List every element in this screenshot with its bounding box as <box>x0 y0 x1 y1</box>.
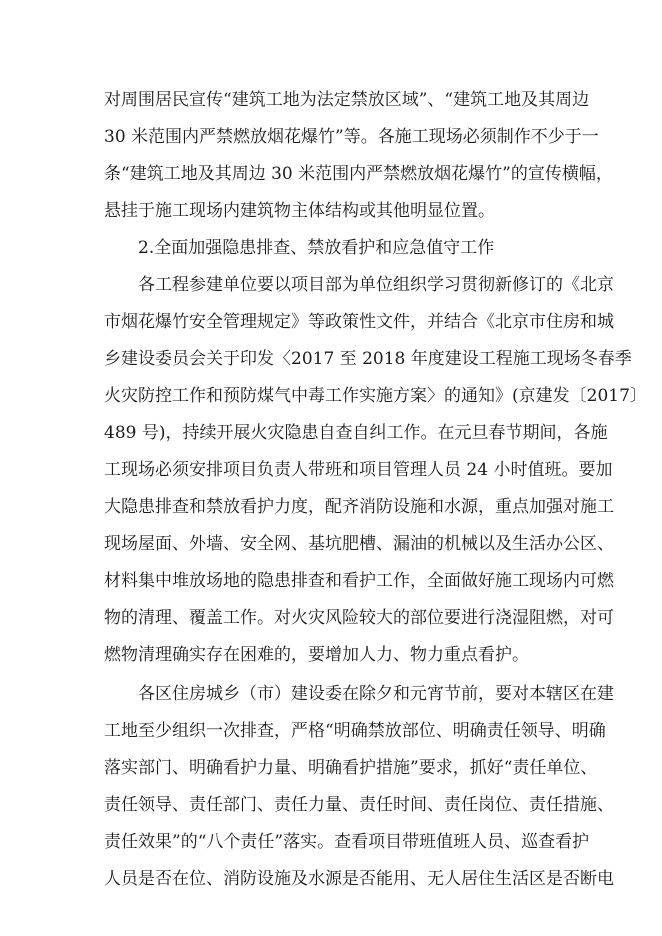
text-line: 489 号)，持续开展火灾隐患自查自纠工作。在元旦春节期间，各施 <box>104 423 608 443</box>
text-line: 大隐患排查和禁放看护力度，配齐消防设施和水源，重点加强对施工 <box>104 497 614 517</box>
text-line: 材料集中堆放场地的隐患排查和看护工作，全面做好施工现场内可燃 <box>104 571 614 591</box>
text-line: 各工程参建单位要以项目部为单位组织学习贯彻新修订的《北京 <box>138 275 614 295</box>
text-line: 乡建设委员会关于印发〈2017 至 2018 年度建设工程施工现场冬春季 <box>104 349 632 369</box>
text-line: 燃物清理确实存在困难的，要增加人力、物力重点看护。 <box>104 645 529 665</box>
text-line: 市烟花爆竹安全管理规定》等政策性文件，并结合《北京市住房和城 <box>104 312 614 332</box>
text-line: 责任领导、责任部门、责任力量、责任时间、责任岗位、责任措施、 <box>104 795 614 815</box>
text-line: 落实部门、明确看护力量、明确看护措施”要求，抓好“责任单位、 <box>104 758 598 778</box>
section-heading: 2.全面加强隐患排查、禁放看护和应急值守工作 <box>138 238 495 258</box>
text-line: 物的清理、覆盖工作。对火灾风险较大的部位要进行浇湿阻燃，对可 <box>104 608 614 628</box>
text-line: 悬挂于施工现场内建筑物主体结构或其他明显位置。 <box>104 201 495 221</box>
text-line: 各区住房城乡（市）建设委在除夕和元宵节前，要对本辖区在建 <box>138 684 614 704</box>
text-line: 30 米范围内严禁燃放烟花爆竹”等。各施工现场必须制作不少于一 <box>104 127 599 147</box>
text-line: 对周围居民宣传“建筑工地为法定禁放区域”、“建筑工地及其周边 <box>104 90 590 110</box>
text-line: 工现场必须安排项目负责人带班和项目管理人员 24 小时值班。要加 <box>104 460 613 480</box>
text-line: 条“建筑工地及其周边 30 米范围内严禁燃放烟花爆竹”的宣传横幅， <box>104 164 613 184</box>
text-line: 现场屋面、外墙、安全网、基坑肥槽、漏油的机械以及生活办公区、 <box>104 534 614 554</box>
text-line: 工地至少组织一次排查，严格“明确禁放部位、明确责任领导、明确 <box>104 721 606 741</box>
text-line: 火灾防控工作和预防煤气中毒工作实施方案〉的通知》(京建发〔2017〕 <box>104 386 647 406</box>
text-line: 责任效果”的“八个责任”落实。查看项目带班值班人员、巡查看护 <box>104 832 590 852</box>
text-line: 人员是否在位、消防设施及水源是否能用、无人居住生活区是否断电 <box>104 869 614 889</box>
